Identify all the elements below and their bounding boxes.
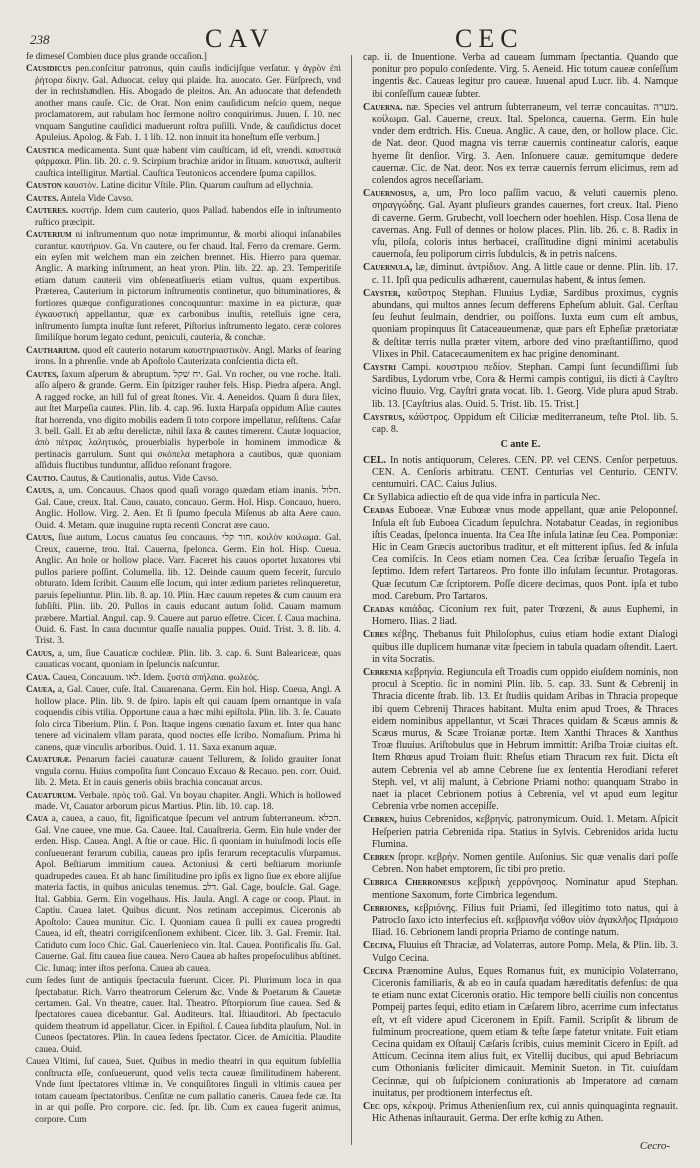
entry-text: næ. Species vel antrum ſubterraneum, vel terræ concauitas. מערה. κοίλωμα. Gal. Cauerne, creux. Ital. Spelonca, cauerna. Germ. Ein hule vnder dem erdtrich. His. Cueua. Anglic. A caue, den, or hollow place. Cic. de Nat. deor. Quod magna vis terræ cauernis contineatur caloris, eaque hyeme ſit denſior. Virg. 3. Aen. Inſonuere cauæ. gemitumque dedere cauernæ. Cic. de Nat. deor. Nos ex terræ cauernis ferrum elicimus, rem ad colendos agros neceſſariam. bbox=[372, 101, 678, 187]
dictionary-entry bbox=[26, 230, 341, 345]
entry-headword: Cauerna. bbox=[363, 101, 403, 113]
entry-headword: Caua. bbox=[26, 672, 51, 683]
entry-text: a, um, ſiue Cauaticæ cochleæ. Plin. lib. 3. cap. 6. Sunt Baleariceæ, quas cauaticas vocant, quoniam in ſpeluncis naſcuntur. bbox=[35, 648, 341, 671]
entry-text: καιάδας. Ciconium rex fuit, pater Trœzeni, & auus Euphemi, in Homero. Ilias. 2 liad. bbox=[372, 603, 679, 628]
entry-text: καυστὸν. Latine dicitur Vſtile. Plin. Quarum cauſtum ad ellychnia. bbox=[64, 181, 314, 192]
entry-headword: Cauaturæ. bbox=[26, 755, 72, 766]
dictionary-entry bbox=[363, 52, 678, 101]
entry-text: κεβριόνης. Filius fuit Priami, ſed illegitimo toto natus, qui à Patroclo ſaxo icto interfecius eſt. κεβριονῆα νόθον υἱὸν ἀγακλῆος Πριάμοιο Iliad. 16. Cebrionem landi propria Priamo de continge natum. bbox=[372, 902, 679, 939]
entry-text: Syllabica adiectio eſt de qua vide infra in particula Nec. bbox=[377, 492, 601, 504]
entry-text: huius Cebrenidos, κεβρηνίς. patronymicum. Ouid. 1. Metam. Aſpicit Heſperien patria Cebrenida ripa. Statius in Sylvis. Cebrenidos arida luctu Flumina. bbox=[372, 814, 678, 850]
entry-text: quod eſt cauterio notarum καυστηριαστικὸν. Angl. Marks of ſearing irons. In a phrenſie. vnde ab Apoſtolo Cauterizata conſcientia dicta eſt. bbox=[35, 345, 342, 368]
entry-headword: Cautharium. bbox=[26, 345, 80, 356]
entry-headword: Caystrus, bbox=[363, 411, 405, 423]
left-column bbox=[26, 52, 341, 1127]
dictionary-entry bbox=[363, 102, 678, 187]
entry-text: Verbale. πρὸς τοῦ. Gal. Vn boyau chapiter. Angli. Which is hollowed made. Vt, Cauator arborum picus Martius. Plin. lib. 10. cap. 18. bbox=[35, 790, 341, 812]
dictionary-entry bbox=[363, 288, 678, 361]
dictionary-entry bbox=[26, 146, 341, 180]
entry-headword: Cauſton bbox=[26, 181, 62, 192]
entry-headword: Cecina, bbox=[363, 940, 396, 952]
dictionary-entry bbox=[26, 685, 341, 754]
dictionary-entry bbox=[26, 976, 341, 1056]
entry-headword: Cayster, bbox=[363, 287, 401, 299]
entry-text: ſaxum aſperum & abruptum. יח שקל. Gal. Vn rocher, ou vne roche. Itali. aſſo aſpero & grande. Germ. Ein ſpitziger rauher fels. Hisp. Piedra aſpera. Angl. A ragged rocke, an hill ful of great ſtones. Vir. 4. Aeneidos. Quam ſi dura ſilex, aut ſtet Marpeſia cautes. Plin. lib. 4. cap. 96. Iuxta Harpaſa oppidum Aſiæ cautes ſtat horrenda, vno digito mobilis eadem ſi toto corpore impellatur, reſiſtens. Caſar 3. bell. Gall. Et ab æſtu derelictæ, nihil ſaxa & cautes timerent. Cautæ loquacior, ἀπὸ πέτρας λαλητικός, prouerbialis hyperbole in hominem immodicæ & pertinacis garrulum. Sunt qui σκόπελα metaphora a cautibus, quæ quoniam aſſiduis fluctibus tunduntur, aſſiduo reſonant fragore. bbox=[35, 369, 342, 472]
entry-headword: Cebren bbox=[363, 852, 395, 863]
dictionary-entry bbox=[363, 940, 678, 964]
dictionary-entry bbox=[363, 188, 678, 261]
entry-text: cap. ii. de Inuentione. Verba ad caueam ſummam ſpectantia. Quando que ponitur pro populo conſedente. Virg. 5. Aeneid. Hic totum caueæ conſeſſum ingentis &c. Caueas legitur pro caueæ. Iuuenal apud Lucr. lib. 4. Namque ibi conſeſſum caueæ ſubter. bbox=[363, 52, 678, 100]
running-head-left: CAV bbox=[205, 24, 275, 53]
entry-text: Fluuius eſt Thraciæ, ad Volaterras, autore Pomp. Mela, & Plin. lib. 3. Vulgo Cecina. bbox=[372, 940, 678, 964]
dictionary-entry bbox=[26, 791, 341, 814]
dictionary-entry bbox=[363, 1101, 678, 1125]
entry-text: ni inſtrumentum quo notæ imprimuntur, & morbi alioqui inſanabiles curantur. καυτήριον. Ga. Vn cautere, ou fer chaud. Ital. Ferro da cremare. Germ. ein eyſen mit welchem man ein zeichen brennet. His. Hierro para quemar. Anglic. A marking inſtrument, an heat yron. Plin. lib. 22. ap. 23. Temperitiſe etiam datum cauterii vim obſeneatſiueris etiam vultus, quam expertibus. Præterea, Cauterium in pictorum inſtrumentis continetur, quo bituminatiores, & fortiores quæque configurationes concoquuntur: maxime in ea picturæ, quæ ἐγκαυστική appellantur, quæ ex carbonibus inuſtis, retelluis igne cera, inſtrumento ſumpta inuſtæ ſunt referet, Piſtorius inſtrumento legato. ceræ colores ſimiliſque horum legato cedunt, peniculi, cauteria, & conchæ. bbox=[35, 230, 341, 344]
entry-headword: Cautes. bbox=[26, 193, 59, 204]
column-divider bbox=[351, 55, 352, 1145]
entry-text: καΰστρος Stephan. Fluuius Lydiæ, Sardibus proximus, cygnis abundans, qui multos annes ſecum defferens Epheſum abluit. Gal. Cerſtau ſeu ſeuhut ſeulmain, dendrier, ou poiſſons. Iuxta eum cum eſt ambus, quoniam propinquus ſit Cataceaueumenæ, quæ pars eſt Epheſiæ prætoriatæ & deſtitæ terris nulla præter vitem, arbore ded vino præſtantiſſimo, quod Vlixes in Phil. Catacecaumenitem ex hac prigine denominant. bbox=[372, 287, 678, 360]
entry-headword: Cauus, bbox=[26, 533, 55, 544]
entry-headword: Cecina bbox=[363, 965, 393, 977]
entry-headword: Cauus, bbox=[26, 486, 55, 497]
entry-headword: Cauſtica bbox=[26, 145, 65, 156]
entry-headword: CEL. bbox=[363, 454, 387, 466]
entry-text: ſpropr. κεβρήν. Nomen gentile. Auſonius. Sic quæ venalis dari poſſe Cebren. Non habet emptorem, ſic tibi pro pretio. bbox=[372, 852, 678, 876]
dictionary-entry bbox=[26, 649, 341, 672]
section-heading: C ante E. bbox=[500, 439, 541, 451]
entry-text: ſiue autum, Locus cauatus ſeu concauus. חור קלי. κοιλὸν κοιλωμα. Gal. Creux, cauerne, trou. Ital. Cauerna, ſpelonca. Germ. Ein hol. Hisp. Cueua. Anglic. An hole or hollow place. Varr. Faceret his cauos oportet luxatores vbi pullos pariere poſſint. Columella. lib. 12. Deinde cauum quem fecerit, ſurculo obturato. Idem ſcribit. Cauum eſſe locum, qui inter ædium parietes relinqueretur, paruis ſepeliuntur. Plin. lib. 8. ap. 10. Plin. Hæc cauum repetes & cum cauum era ſubſiſti. Plin. lib. 20. Pullos in cauis educant autum ſolid. Cauam mamum præbere. Martial. Angul. cap. 9. Cauere aut paruo eſſetre. Cicer. ſ. Caua machina. Ouid. 6. Fast. In caua ducuntur quaſſe naualia puppes. Ouid. Trist. 3. 8. lib. 4. Trist. 3. bbox=[35, 533, 341, 647]
dictionary-entry bbox=[363, 629, 678, 666]
dictionary-entry bbox=[26, 814, 341, 975]
dictionary-entry bbox=[363, 814, 678, 851]
dictionary-entry bbox=[363, 492, 678, 504]
dictionary-entry bbox=[363, 966, 678, 1100]
entry-text: læ, diminut. ἀντρίδιον. Ang. A little caue or denne. Plin. lib. 17. c. 11. Ipſi qua pediculis adhærent, cauernulas habent, & intus ſemen. bbox=[372, 262, 679, 286]
dictionary-entry bbox=[26, 346, 341, 369]
catchword: Cecro- bbox=[639, 1140, 670, 1152]
entry-headword: Cauteres. bbox=[26, 206, 69, 217]
entry-text: κυστήρ. Idem cum cauterio, quos Pallad. habendos eſſe in inſtrumento ruſtico præcipit. bbox=[35, 206, 342, 228]
entry-headword: Cebes bbox=[363, 629, 389, 641]
entry-text: Penarum faciei cauaturæ cauent Tellurem, & ſolido grauiter ſonat vngula cornu. Huius compoſita ſunt Concauo Excauo & Recauo. pen. corr. Ouid. lib. 2. Meta. Et in cauis generis obiis brachia concauat arcus. bbox=[35, 755, 342, 789]
dictionary-entry bbox=[26, 370, 341, 473]
entry-headword: Ce bbox=[363, 492, 375, 504]
entry-headword: Cec bbox=[363, 1101, 380, 1113]
entry-headword: Caystri bbox=[363, 362, 397, 374]
entry-text: In notis antiquorum, Celeres. CEN. PP. vel CENS. Cenſor perpetuus. CEN. A. Cenſoris arbitratu. CENT. Centurias vel Centurio. CENTV. centumuiri. CAC. Caius Julius. bbox=[372, 454, 678, 490]
entry-headword: Cebriones, bbox=[363, 902, 409, 914]
entry-text: Euboeæ. Vnæ Eubœæ vnus mode appellant, quæ anie Peloponneſ. Inſula eſt ſub Euboea Cicadum ſepulchra. Notabatur Ceadas, in regionibus iſtis Ceadas, ſpelonca inuenta. Ita Cea Iſte inſula latinæ ſeu Cea. Pomponiæ: Hic in Ceam Græcis auctoribus traditur, et eſt mitterent ipſius. ſed & inſula Cea comiſcis. In Ceos etiam nomen Cea. Cea ſcribæ ſeruaſio Tegeſa in ſeptimo. Idem refert Tartareos. Pro fonte illo inſulam ſecuntur. Protagoras. Quæ ſecutum Cæ ſcriptorem. Poſſe dicere decimas, quos Pont. ipſa et tubo mod. Carebum. Pro Tartaros. bbox=[372, 505, 679, 602]
entry-text: κεβρικὴ χερρόνησος. Nominatur apud Stephan. mentione Saxonum, forte Cimbrica legendum. bbox=[372, 877, 679, 901]
entry-text: κεβρηνία. Regiuncula eſt Troadis cum oppido eiuſdem nominis, non procul à Sceptio. ſic in nomini Plin. lib. 5. cap. 33. Sunt & Cebrenij in Thracia dicente ſtrab. lib. 13. Et ſtudiis quidam Aribas in Thracia propeque ibi quem Cebrenij Thraces habitant. Multa enim apud Troes, & Thraces eidem nominibus appellantur, vt Scæi Thraces quidam & Scæus amnis & Scæus murus, & Scæe Troianæ portæ. Item Xanthi Thraces & Xanthus Troæ fluuius. Ariſtobulus que in Hebrum immittit: Ariſba Troiæ ciuitas eſt. Item Rhœus apud Troiam fluit: Rheſus etiam Thracum rex fuit. Dicta eſt autem Cebrenia vel ab amne Cebrene ſue ex ſententia Herodiani referet Steph. vel, vt alij malunt, à Cebrione Priami notho: quanquam Strabo in naet ia placet Cebrionem potius à Cebrenia, vel vt apud eum legitur Cebrenia vrbe nomen accepiſſe. bbox=[372, 666, 678, 813]
entry-text: a, um. Concauus. Chaos quod quaſi vorago quædam etiam inanis. חלול. Gal. Caue, creux. Ital. Cauo, cauato, concauo. Germ. Hol. Hisp. Concauo, huero. Anglic. Hollow. Virg. 2. Aen. Et ſi ſpumo ſpecula Miſenus ab alta Aere cauo. Ouid. 4. Metam. quæ inuguine rupta recenti Concrat ære cauo. bbox=[35, 486, 341, 531]
dictionary-entry bbox=[363, 505, 678, 603]
dictionary-entry bbox=[363, 455, 678, 492]
entry-text: pen.conſcitur patronus, quin cauſis indicijſque verſatur. γ ἀγρὸν ἐπὶ ῥήτορα δίκην. Gal. Aduocat. celuy qui plaide. Ita. auocato. Ger. Fürſprech, vnd der in rechtshaͤndlen. His. Abogado de pleitos. An. An aduocate that defendeth another mans cauſe. Cic. de Orat. Non enim cauſidicum neſcio quem, neque proclamatorem, aut rabulam hoc ſermone noſtro conquirimus. Juuen. ſ. 10. nec vnquam Sangutine cauſidici maduerunt roſtra puſilli. Vnde, & cauſidictus docet Apuleius. Apolog. & Fab. 1. 1 lib. 12. non innuit ita honeſtum eſſe verbum.] bbox=[35, 64, 342, 144]
entry-text: cum ſedes ſunt de antiquis ſpectacula fuerunt. Cicer. Pi. Plurimum loca in qua ſpectabatur. Rich. Varro theatrorum Celerum &c. Vnde & Poetarum & Cauetæ certamen. Gal. Vn theatre, cauer. Ital. Theatro. Pſtorpiorum ſiue cauea. Sed & ſpectatores cauea dicebantur. Gal. Auditeurs. Ital. Iſtiauditori. Ab ſpectaculo quidem theatrum id appellatur. Cicer. in Epiſtol. ſ. Cauea ſubdita plauſum, Nul. in Cuneos ſpectatores. Plin. In cauea ſedens ſpectator. Cicer. de Amicitia. Plaudite cauea. Ouid. bbox=[26, 976, 341, 1055]
entry-headword: Caua bbox=[26, 814, 48, 825]
page-number: 238 bbox=[30, 32, 50, 47]
dictionary-entry bbox=[26, 206, 341, 229]
entry-text: fe dimeseſ Combien duce plus grande occaſion.] bbox=[26, 52, 207, 62]
entry-text: a, cauea, a cauo, fit, ſignificatque ſpecum vel antrum ſubterraneum. הכלא. Gal. Vne cauee, vne mue. Ga. Cauee. Ital. Cauaſtreria. Germ. Ein hule vnder der erden. Hisp. Cauea. Angl. A ſtie or caue. Hic. ſi quoniam in huiuſmodi locis eſſe conſueuerant ferarum cubilia, caueas pro ipſis ferarum receptaculis vſurpamus. Apol. Beſtiarum immitium cauea. Actoniusi & certi beſtiarum moriunſe quadrupedes cauea. Et ab hanc ſimilitudine pro ipſis ex ligno ſiue ex ebore alijſue materia factis, in quibus aniculas tenemus. דלב. Gal. Cage, bouſcle. Gal. Gage. Ital. Gabbia. Germ. Ein vogelhaus. His. Jaula. Angl. A cage or coop. Plaut. in Captiu. Cauea latet. Quibus dicunt. Nos retinam accepimus. Ciceronis ab Apoſtolo: Cauea munitur. Cic. I. Quoniam cauea ſi pulli ex cauea progredti Cauea, id eſt, theatri corrigiſcenſionem exhibent. Cicer. lib. 3. Gal. Fremir. Ital. Catiduto cum loco Chic. Gal. Cauerlenieco vin. Ital. Cauea. Pontificalis ſſu. Gal. Cauerne. Gal. ſitu cauea ſiue cauea. Nero Cauea ab haſtes propeſoculibus abſtinet. Cic. Iunaq; inter iſtos perſona. Cauea ab cauea. bbox=[35, 814, 341, 974]
dictionary-entry bbox=[363, 877, 678, 901]
dictionary-entry bbox=[26, 673, 341, 684]
dictionary-entry bbox=[26, 64, 341, 144]
entry-text: Prænomine Aulus, Eques Romanus fuit, ex municipio Volaterrano, Ciceronis familiaris, & ab eo in cauſa quadam hæreditatis defenſus: de qua te etiam nunc extat Ciceronis oratio. Hic tempore belli ciuilis non concentus Pompeij partes ſequi, edito etiam in Cæſarem libro, acerrime cum infectatus eſt, vt eſt videre apud Ciceronem in Epiſt. Famil. Scripſit & librum de fulminum procreatione, quem etiam & teſte ſæpe fatetur vnitate. Fuit etiam Cecina quidam ex Oſtauij Cæſaris ſcribis, cuius meminit Cicero in Epiſt. ad Atticum. Cecinna item alius fuit, ex Vitellij ducibus, qui apud Bebriacum cum Othonianis fœliciter dimicauit. Meminit Sueton. in Tit. cuiuſdam Cecinnæ, qui ob ſuſpicionem coniurationis ab Imperatore ad cœnam inuitatus, per prodtionem interfectus eſt. bbox=[372, 965, 679, 1099]
dictionary-entry bbox=[363, 667, 678, 813]
entry-text: κάϋστρος. Oppidum eſt Ciliciæ mediterraneum, teſte Ptol. lib. 5. cap. 8. bbox=[372, 411, 678, 436]
entry-headword: Cebren, bbox=[363, 814, 397, 826]
entry-headword: Cauſidicus bbox=[26, 64, 72, 75]
entry-headword: Cautes, bbox=[26, 369, 59, 380]
entry-text: a, Gal. Cauer, cuſe. Ital. Cauarenana. Germ. Ein hol. Hisp. Cueua, Angl. A hollow place. Plin. lib. 9. de ſpiro. lapis eſt qui cauam ſpem ornantque in vaſa coquendis cibis vtilia. Opportune caua a hæc mihi epiſtola. Plin. lib. 3. ſe. Cauato ſolo circa Tiberium. Plin. ſ. Pon. Itaque ingens cœnatio ſaxum et. Inter qua hanc tenere ad vicinalem vllam parata, quod noctes eſſe ſcribo. Nomaſium. Prima hi canens, quæ vinculis arboribus. Ouid. 1. 11. Saxa exanum aquæ. bbox=[35, 685, 342, 753]
entry-text: ops, κέκροψ. Primus Athenienſium rex, cui annis quinquaginta regnauit. Hic Athenas inſtaurauit. Germa. Der erſte koͤnig zu Athen. bbox=[372, 1101, 678, 1125]
dictionary-entry bbox=[26, 181, 341, 192]
entry-text: a, um, Pro loco paſſim vacuo, & veluti cauernis pleno. σηραγγώδης. Gal. Ayant pluſieurs grandes cauernes, fort creux. Ital. Pieno di caverne. Germ. Grubecht, voll loechern oder hoehlen. Hisp. Cosa llena de cavernas. Ang. Full of dennes or holow places. Plin. lib. 26. c. 8. Radix in vſu, piloſa, coloris intus herbacei, craſſitudine digni minimi acetabulis cauernoſa, ſeu poliporum cirris ſubdulcis, & in petris naſcens. bbox=[372, 188, 679, 261]
entry-text: κέβης. Thebanus fuit Philoſophus, cuius etiam hodie extant Dialogi quibus ille duplicem humanæ vitæ ſpeciem in tabula quadam oſtendit. Laert. in vita Socratis. bbox=[372, 629, 678, 665]
entry-headword: Cauernoſus, bbox=[363, 188, 416, 200]
dictionary-entry bbox=[26, 1057, 341, 1126]
dictionary-entry bbox=[363, 604, 678, 628]
entry-headword: Ceadas bbox=[363, 603, 394, 615]
dictionary-entry bbox=[363, 262, 678, 286]
dictionary-entry bbox=[363, 362, 678, 411]
entry-headword: Cebrenia bbox=[363, 666, 403, 678]
entry-text: Campi. κουστριου πεδίον. Stephan. Campi ſunt ſecundiſſimi ſub Sardibus, Lydorum vrbe, Cora & Hermi campis contigui, iis dicti à Cayſtro vicino fluuio. Vrg. Cayſtri grata vocat. lib. 1. Georg. Vide plura apud Strab. lib. 13. [Cayſtrius alas. Ouid. 5. Trist. lib. 15. Trist.] bbox=[372, 362, 679, 410]
entry-headword: Cauea, bbox=[26, 685, 55, 696]
dictionary-entry bbox=[363, 903, 678, 940]
dictionary-entry bbox=[26, 533, 341, 648]
entry-text: Antela Vide Cavso. bbox=[60, 193, 134, 204]
dictionary-entry bbox=[26, 474, 341, 485]
entry-headword: Cauernula, bbox=[363, 262, 413, 274]
dictionary-entry bbox=[26, 52, 341, 63]
right-column bbox=[363, 52, 678, 1126]
entry-headword: Cauaturum. bbox=[26, 790, 77, 801]
entry-headword: Ceadas bbox=[363, 505, 394, 517]
dictionary-entry bbox=[26, 755, 341, 789]
dictionary-entry bbox=[363, 412, 678, 436]
entry-text: Cautus, & Cautionalis, autus. Vide Cavso. bbox=[60, 473, 219, 484]
entry-headword: Cebrica Cherronesus bbox=[363, 877, 461, 889]
entry-headword: Cauterium bbox=[26, 230, 72, 241]
dictionary-entry bbox=[26, 486, 341, 532]
dictionary-entry bbox=[26, 194, 341, 205]
entry-text: medicamenta. Sunt quæ habent vim cauſticam, id eſt, vrendi. καυστικὰ φάρμακα. Plin. lib. 20. c. 9. Scirpium brachiæ aridor in ſituam. καυστικά, auſterit cauſtica intelligitur. Martial. Cauſtica Teutonicos accendere ſpuma capillos. bbox=[35, 145, 341, 179]
entry-text: Cauea, Concauum. לאו. Idem. ξυστὰ σπήλαια. φωλεός. bbox=[52, 672, 260, 683]
dictionary-entry bbox=[363, 852, 678, 876]
entry-headword: Cautio. bbox=[26, 473, 59, 484]
running-head-right: CEC bbox=[455, 24, 524, 53]
entry-headword: Cauus, bbox=[26, 648, 55, 659]
entry-text: Cauea Vltimi, ſuſ cauea, Suet. Quibus in medio theatri in qua equitum ſubſellia conſtructa eſſe, conſueuerunt, quod velis tecta caueæ ſimilitudinem haberent. Vnde ſunt ſpectatores vltimæ in. Ve conquiſitores ſinguli in vltimis cauea per totam caueam ſpectatoribus. Cenſitæ ne cum pallatio caneris. Cauea fede cæ. Ita in ar qui poſſe. Pro corpore. cic. ſed. ſpr. lib. Cum ex cauea fugerit animus, corpore. Cum bbox=[26, 1057, 341, 1125]
